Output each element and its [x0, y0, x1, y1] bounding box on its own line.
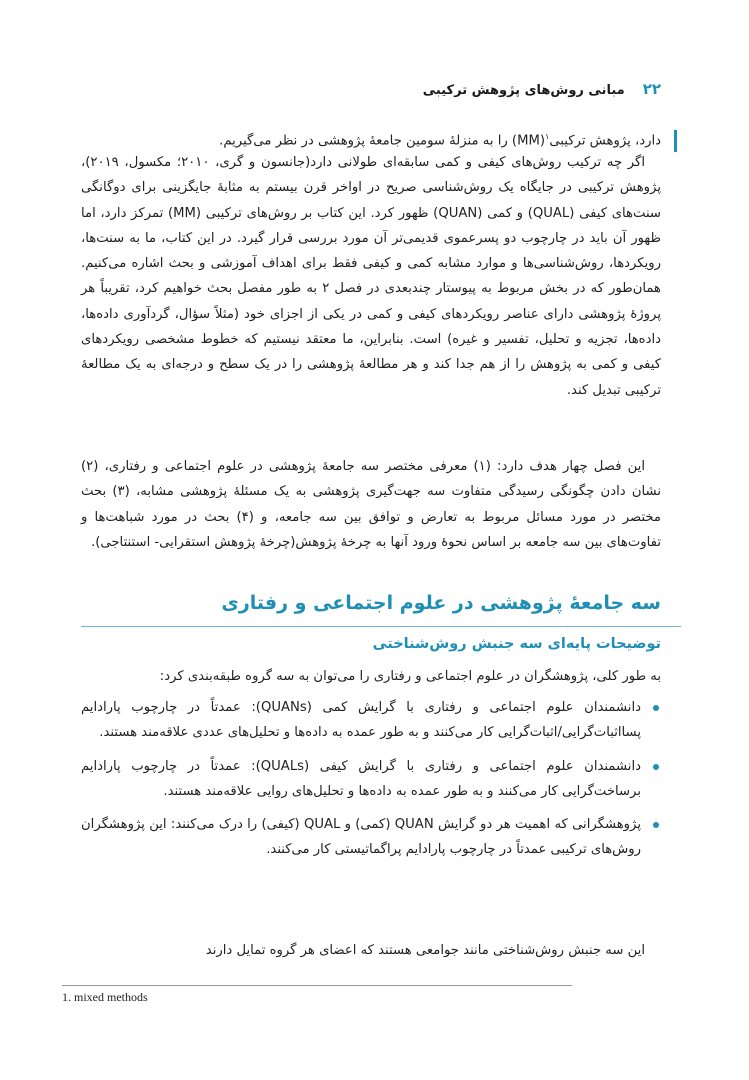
- footnote: 1. mixed methods: [62, 990, 148, 1004]
- running-head: [100, 80, 661, 104]
- intro-line-before: دارد، پژوهش ترکیبی: [549, 133, 661, 149]
- bullet-item-mixed: [81, 812, 661, 863]
- bullet-dot-icon: [653, 764, 659, 770]
- bullet-text: دانشمندان علوم اجتماعی و رفتاری با گرایش کیفی (QUALs): عمدتاً در چارچوب پارادایم برساخت‌گرایی کار می‌کنند و به طور عمده به داده‌ها و تحلیل‌های روایی علاقه‌مند هستند.: [81, 758, 641, 799]
- page-number: ۲۲: [642, 80, 661, 98]
- paragraph-goals: این فصل چهار هدف دارد: (۱) معرفی مختصر سه جامعهٔ پژوهشی در علوم اجتماعی و رفتاری، (۲) نشان دادن چگونگی رسیدگی متفاوت سه جهت‌گیری پژوهشی به یک مسئلهٔ پژوهشی مشابه، (۳) بحث مختصر در مورد مسائل مربوط به تعارض و توافق بین سه جامعه، و (۴) بحث در مورد شباهت‌ها و تفاوت‌های بین سه جامعه بر اساس نحوهٔ ورود آنها به چرخهٔ پژوهش(چرخهٔ پژوهش استقرایی- استنتاجی).: [81, 459, 661, 550]
- section-title: سه جامعهٔ پژوهشی در علوم اجتماعی و رفتاری: [221, 592, 661, 614]
- bullet-text: پژوهشگرانی که اهمیت هر دو گرایش QUAN (کمی) و QUAL (کیفی) را درک می‌کنند: این پژوهشگران روش‌های ترکیبی عمدتاً در چارچوب پارادایم پراگماتیستی کار می‌کنند.: [81, 817, 641, 858]
- intro-line-after: (MM) را به منزلهٔ سومین جامعهٔ پژوهشی در نظر می‌گیریم.: [219, 133, 546, 149]
- bullet-list: [81, 695, 661, 871]
- section-rule: [81, 626, 681, 627]
- bullet-text: دانشمندان علوم اجتماعی و رفتاری با گرایش کمی (QUANs): عمدتاً در چارچوب پارادایم پسااثبات‌گرایی/اثبات‌گرایی کار می‌کنند و به طور عمده به داده‌ها و تحلیل‌های عددی علاقه‌مند هستند.: [81, 700, 641, 741]
- bullet-item-qual: [81, 754, 661, 805]
- paragraph-continuation-bar: [674, 130, 677, 152]
- footnote-rule: [62, 985, 572, 986]
- subsection-title: توضیحات پایه‌ای سه جنبش روش‌شناختی: [372, 636, 661, 652]
- bullet-item-quan: [81, 695, 661, 746]
- section-lead: به طور کلی، پژوهشگران در علوم اجتماعی و رفتاری را می‌توان به سه گروه طبقه‌بندی کرد:: [159, 669, 661, 684]
- footnote-marker: ۱: [545, 132, 550, 141]
- bullet-dot-icon: [653, 705, 659, 711]
- section-closing: این سه جنبش روش‌شناختی مانند جوامعی هستند که اعضای هر گروه تمایل دارند: [205, 943, 645, 958]
- running-title: مبانی روش‌های پژوهش ترکیبی: [422, 83, 625, 98]
- bullet-dot-icon: [653, 822, 659, 828]
- paragraph-history: اگر چه ترکیب روش‌های کیفی و کمی سابقه‌ای طولانی دارد(جانسون و گری، ۲۰۱۰؛ مکسول، ۲۰۱۹)، پژوهش ترکیبی در جایگاه یک روش‌شناسی صریح در اواخر قرن بیستم به مثابهٔ جایگزینی برای دوگانگی سنت‌های کیفی (QUAL) و کمی (QUAN) ظهور کرد. این کتاب بر روش‌های ترکیبی (MM) تمرکز دارد، اما ظهور آن باید در چارچوب دو پسرعموی قدیمی‌تر آن مورد بررسی قرار گیرد. در این کتاب، ما به سنت‌ها، رویکردها، روش‌شناسی‌ها و موارد مشابه کمی و کیفی فقط برای اهداف آموزشی و بحث اشاره می‌کنیم. همان‌طور که در بخش مربوط به پیوستار چندبعدی در فصل ۲ به طور مفصل بحث خواهیم کرد، تقریباً هر پروژهٔ پژوهشی دارای عناصر رویکردهای کیفی و کمی در یکی از اجزای خود (مثلاً سؤال، گردآوری داده‌ها، داده‌ها، تجزیه و تحلیل، تفسیر و غیره) است. بنابراین، ما معتقد نیستیم که خطوط مشخصی رویکردهای کیفی و کمی به پژوهش را از هم جدا کند و هر مطالعهٔ پژوهشی را در یک سطح و درجه‌ای به یک مطالعهٔ ترکیبی تبدیل کند.: [81, 155, 661, 398]
